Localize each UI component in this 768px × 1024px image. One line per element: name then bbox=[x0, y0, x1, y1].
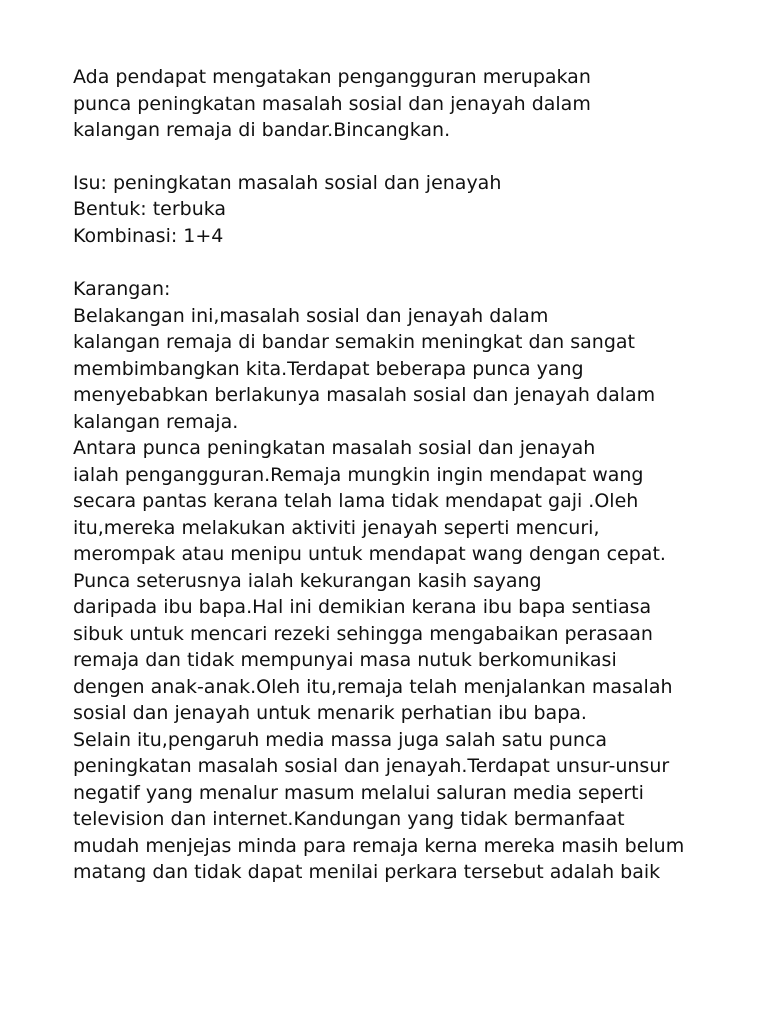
document-page bbox=[73, 64, 733, 886]
essay-question: Ada pendapat mengatakan pengangguran merupakan punca peningkatan masalah sosial dan jenayah dalam kalangan remaja di bandar.Bincangkan. bbox=[73, 66, 591, 141]
essay-heading: Karangan: bbox=[73, 278, 171, 300]
bentuk-line: Bentuk: terbuka bbox=[73, 198, 227, 220]
essay-paragraph-point-1: Antara punca peningkatan masalah sosial dan jenayah ialah pengangguran.Remaja mungkin ingin mendapat wang secara pantas kerana telah lama tidak mendapat gaji .Oleh itu,mereka melakukan aktiviti jenayah seperti mencuri, merompak atau menipu untuk mendapat wang dengan cepat. bbox=[73, 437, 666, 565]
kombinasi-line: Kombinasi: 1+4 bbox=[73, 224, 224, 247]
essay-paragraph-intro: Belakangan ini,masalah sosial dan jenayah dalam kalangan remaja di bandar semakin meningkat dan sangat membimbangkan kita.Terdapat beberapa punca yang menyebabkan berlakunya masalah sosial dan jenayah dalam kalangan remaja. bbox=[73, 304, 656, 433]
essay-paragraph-point-2: Punca seterusnya ialah kekurangan kasih sayang daripada ibu bapa.Hal ini demikian kerana ibu bapa sentiasa sibuk untuk mencari rezeki sehingga mengabaikan perasaan remaja dan tidak mempunyai masa nutuk berkomunikasi dengen anak-anak.Oleh itu,remaja telah menjalankan masalah sosial dan jenayah untuk menarik perhatian ibu bapa. bbox=[73, 569, 673, 724]
essay-paragraph-point-3: Selain itu,pengaruh media massa juga salah satu punca peningkatan masalah sosial dan jenayah.Terdapat unsur-unsur negatif yang menalur masum melalui saluran media seperti television dan internet.Kandungan yang tidak bermanfaat mudah menjejas minda para remaja kerna mereka masih belum matang dan tidak dapat menilai perkara tersebut adalah baik bbox=[73, 728, 685, 883]
isu-line: Isu: peningkatan masalah sosial dan jenayah bbox=[73, 171, 502, 194]
essay-metadata bbox=[73, 170, 733, 250]
